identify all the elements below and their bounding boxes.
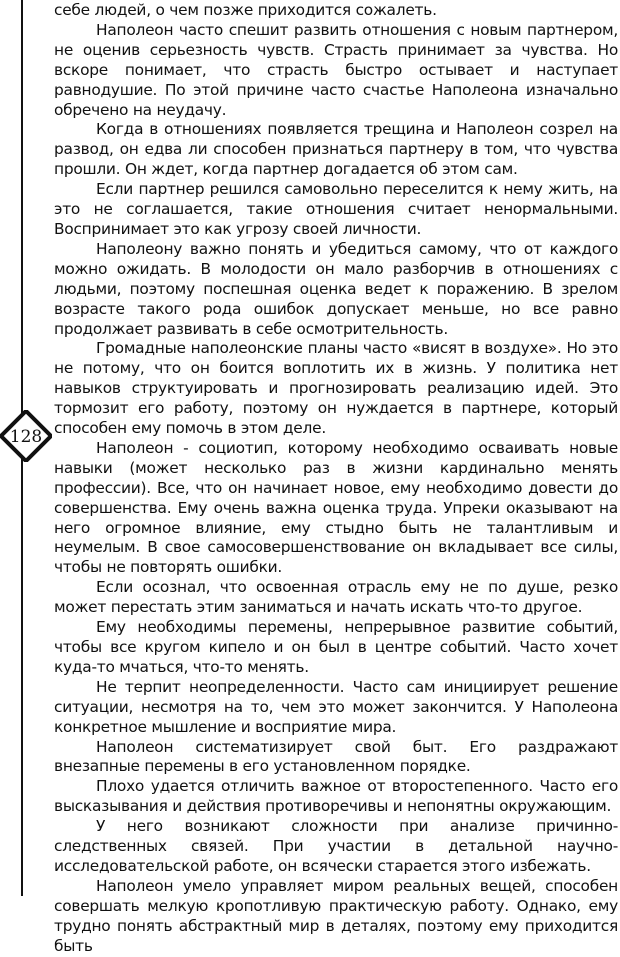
page-body — [54, 1, 618, 957]
paragraph: Если осознал, что освоенная отрасль ему не по душе, резко может перестать этим заниматься и начать искать что-то другое. — [54, 578, 618, 617]
paragraph: Наполеону важно понять и убедиться самому, что от каждого можно ожидать. В молодости он мало разборчив в отношениях с людьми, поэтому поспешная оценка ведет к поражению. В зрелом возрасте такого рода ошибок допускает меньше, но все равно продолжает развивать в себе осмотрительность. — [54, 239, 618, 338]
paragraph: Не терпит неопределенности. Часто сам инициирует решение ситуации, несмотря на то, чем это может закончится. У Наполеона конкретное мышление и восприятие мира. — [54, 677, 618, 736]
paragraph: У него возникают сложности при анализе причинно-следственных связей. При участии в детальной научно-исследовательской работе, он всячески старается этого избежать. — [54, 817, 618, 875]
paragraph: Наполеон умело управляет миром реальных вещей, способен совершать мелкую кропотливую практическую работу. Однако, ему трудно понять абстрактный мир в деталях, поэтому ему приходится быть — [54, 876, 618, 955]
page-number: 128 — [9, 427, 43, 447]
paragraph: Если партнер решился самовольно переселится к нему жить, на это не соглашается, такие отношения считает ненормальными. Воспринимает это как угрозу своей личности. — [54, 180, 618, 238]
paragraph: Наполеон часто спешит развить отношения с новым партнером, не оценив серьезность чувств. Страсть принимает за чувства. Но вскоре понимает, что страсть быстро остывает и наступает равнодушие. По этой причине часто счастье Наполеона изначально обречено на неудачу. — [54, 20, 618, 119]
paragraph: Наполеон систематизирует свой быт. Его раздражают внезапные перемены в его установленном порядке. — [54, 737, 618, 776]
page-number-badge — [0, 410, 52, 462]
paragraph: Наполеон - социотип, которому необходимо осваивать новые навыки (может несколько раз в жизни кардинально менять профессии). Все, что он начинает новое, ему необходимо довести до совершенства. Ему очень важна оценка труда. Упреки оказывают на него огромное влияние, ему стыдно быть не талантливым и неумелым. В свое самосовершенствование он вкладывает все силы, чтобы не повторять ошибки. — [54, 438, 618, 577]
paragraph: Когда в отношениях появляется трещина и Наполеон созрел на развод, он едва ли способен признаться партнеру в том, что чувства прошли. Он ждет, когда партнер догадается об этом сам. — [54, 120, 618, 179]
paragraph: Громадные наполеонские планы часто «висят в воздухе». Но это не потому, что он боится воплотить их в жизнь. У политика нет навыков структуировать и прогнозировать реализацию идей. Это тормозит его работу, поэтому он нуждается в партнере, который способен ему помочь в этом деле. — [54, 339, 618, 438]
page-number-diamond-icon — [0, 410, 52, 462]
paragraph: Ему необходимы перемены, непрерывное развитие событий, чтобы все кругом кипело и он был в центре событий. Часто хочет куда-то мчаться, что-то менять. — [54, 618, 618, 676]
paragraph: Плохо удается отличить важное от второстепенного. Часто его высказывания и действия противоречивы и непонятны окружающим. — [54, 777, 618, 816]
paragraph: себе людей, о чем позже приходится сожалеть. — [54, 1, 437, 19]
